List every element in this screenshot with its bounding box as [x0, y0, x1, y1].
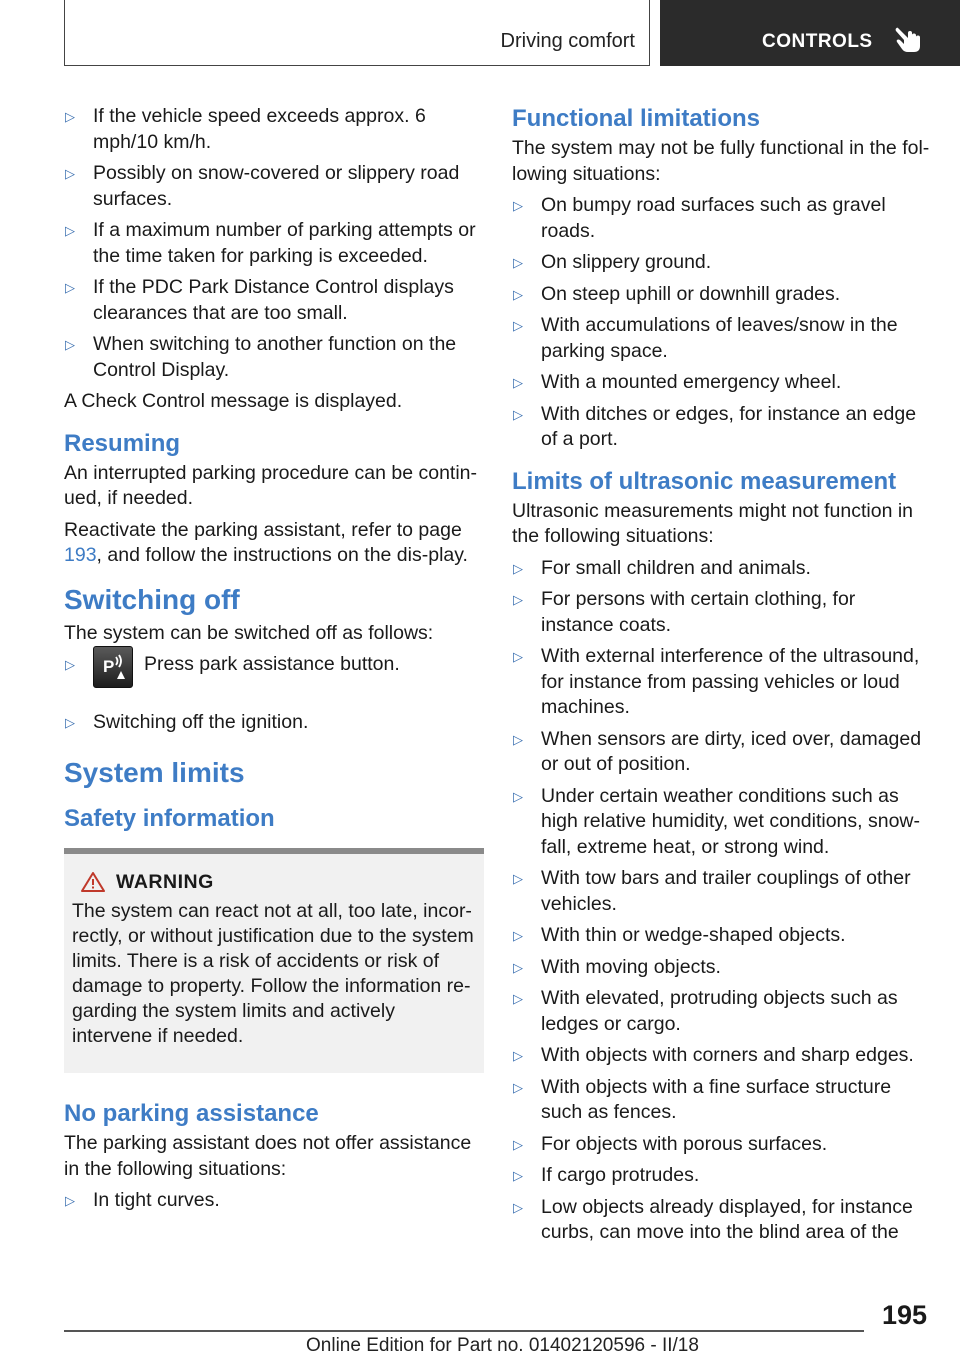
list-item-text: If the PDC Park Distance Control displays clearances that are too small. [93, 276, 454, 324]
list-item-text: Low objects already displayed, for instance curbs, can move into the blind area of the [541, 1195, 913, 1243]
list-item [512, 644, 930, 721]
warning-box [64, 848, 484, 1074]
no-parking-assistance-heading: No parking assistance [64, 1100, 319, 1127]
functional-limitations-list [512, 193, 930, 453]
triangle-bullet-icon: ▷ [513, 592, 523, 607]
triangle-bullet-icon: ▷ [65, 223, 75, 238]
triangle-bullet-icon: ▷ [513, 286, 523, 302]
triangle-bullet-icon: ▷ [65, 109, 75, 124]
triangle-bullet-icon: ▷ [65, 1193, 75, 1208]
list-item-text: With objects with corners and sharp edges. [541, 1044, 914, 1066]
ultrasonic-limits-list [512, 556, 930, 1246]
triangle-bullet-icon: ▷ [513, 928, 523, 943]
list-item-text: With elevated, protruding objects such as ledges or cargo. [541, 987, 898, 1035]
exit-conditions-list [64, 104, 484, 383]
list-item-text: On bumpy road surfaces such as gravel roads. [541, 194, 886, 242]
resuming-paragraph-1: An interrupted parking procedure can be contin‐ued, if needed. [64, 461, 478, 509]
list-item [512, 1075, 930, 1126]
list-item-text: For small children and animals. [541, 556, 811, 579]
list-item-text: Possibly on snow-covered or slippery road surfaces. [93, 162, 460, 210]
header-section-box [64, 0, 650, 66]
list-item [512, 1132, 930, 1158]
list-item-text: With thin or wedge-shaped objects. [541, 924, 846, 946]
triangle-bullet-icon: ▷ [513, 375, 523, 390]
park-assist-button-icon [93, 646, 133, 688]
edition-text: Online Edition for Part no. 01402120596 - II/18 [306, 1335, 699, 1356]
list-item [64, 275, 484, 326]
list-item [512, 986, 930, 1037]
list-item [512, 1043, 930, 1069]
page-number: 195 [882, 1300, 928, 1330]
list-item-text: Under certain weather conditions such as high relative humidity, wet conditions, snow‐fall, extreme heat, or strong wind. [541, 784, 920, 858]
ultrasonic-limits-intro: Ultrasonic measurements might not function in the following situations: [512, 499, 914, 547]
list-item [64, 1188, 484, 1214]
functional-limitations-heading: Functional limitations [512, 105, 761, 132]
switching-off-item-button [64, 652, 484, 704]
triangle-bullet-icon: ▷ [513, 255, 523, 270]
triangle-bullet-icon: ▷ [513, 731, 523, 747]
list-item [512, 556, 930, 582]
header-chapter-box [660, 0, 960, 66]
no-parking-intro: The parking assistant does not offer assistance in the following situations: [64, 1132, 472, 1180]
triangle-bullet-icon: ▷ [513, 406, 523, 422]
resuming-paragraph-2 [64, 518, 484, 569]
triangle-bullet-icon: ▷ [513, 318, 523, 333]
list-item-text: For objects with porous surfaces. [541, 1132, 828, 1155]
list-item [512, 1163, 930, 1189]
triangle-bullet-icon: ▷ [513, 991, 523, 1006]
list-item-text: With objects with a fine surface structure such as fences. [541, 1075, 892, 1123]
list-item [512, 923, 930, 949]
triangle-bullet-icon: ▷ [513, 1079, 523, 1095]
triangle-bullet-icon: ▷ [65, 337, 75, 352]
list-item [512, 370, 930, 396]
svg-text:P: P [103, 657, 115, 676]
right-column [512, 104, 930, 1252]
switching-off-heading: Switching off [64, 583, 240, 615]
list-item [512, 313, 930, 364]
triangle-bullet-icon: ▷ [65, 280, 75, 295]
list-item [64, 104, 484, 155]
switching-off-intro: The system can be switched off as follows: [64, 621, 434, 644]
warning-label: WARNING [116, 870, 214, 893]
list-item [64, 332, 484, 383]
list-item-text: If cargo protrudes. [541, 1164, 700, 1186]
list-item [512, 282, 930, 308]
triangle-bullet-icon: ▷ [513, 1199, 523, 1215]
triangle-bullet-icon: ▷ [513, 1048, 523, 1063]
list-item [512, 250, 930, 276]
list-item [512, 587, 930, 638]
list-item [512, 402, 930, 453]
triangle-bullet-icon: ▷ [65, 166, 75, 181]
warning-triangle-icon [80, 871, 106, 893]
page-link-193[interactable]: 193 [64, 544, 97, 566]
triangle-bullet-icon: ▷ [513, 1136, 523, 1152]
resuming-text-pre: Reactivate the parking assistant, refer to page [64, 518, 462, 541]
triangle-bullet-icon: ▷ [513, 871, 523, 886]
list-item [64, 161, 484, 212]
list-item-text: On slippery ground. [541, 251, 712, 273]
list-item [512, 866, 930, 917]
list-item-text: With accumulations of leaves/snow in the parking space. [541, 314, 898, 362]
tight-curves-text: In tight curves. [93, 1189, 220, 1211]
triangle-bullet-icon: ▷ [513, 649, 523, 664]
switching-off-ignition-text: Switching off the ignition. [93, 711, 309, 733]
list-item [512, 784, 930, 861]
triangle-bullet-icon: ▷ [65, 657, 75, 672]
list-item-text: With moving objects. [541, 955, 721, 978]
safety-information-heading: Safety information [64, 804, 275, 832]
list-item-text: For persons with certain clothing, for instance coats. [541, 588, 856, 636]
list-item-text: With a mounted emergency wheel. [541, 371, 842, 393]
list-item-text: With tow bars and trailer couplings of other vehicles. [541, 867, 911, 915]
list-item-text: When sensors are dirty, iced over, damaged or out of position. [541, 727, 922, 775]
footer-divider [64, 1330, 864, 1332]
list-item-text: With ditches or edges, for instance an edge of a port. [541, 402, 917, 450]
list-item [64, 710, 484, 736]
triangle-bullet-icon: ▷ [513, 198, 523, 213]
triangle-bullet-icon: ▷ [65, 715, 75, 730]
triangle-bullet-icon: ▷ [513, 788, 523, 804]
triangle-bullet-icon: ▷ [513, 560, 523, 576]
list-item-text: When switching to another function on the Control Display. [93, 333, 457, 381]
pointing-hand-icon [894, 24, 922, 54]
left-column [64, 104, 484, 1220]
press-button-text: Press park assistance button. [144, 653, 400, 675]
list-item [512, 1195, 930, 1246]
list-item-text: If the vehicle speed exceeds approx. 6 mph/10 km/h. [93, 105, 426, 153]
list-item [512, 727, 930, 778]
list-item [512, 955, 930, 981]
list-item [512, 193, 930, 244]
system-limits-heading: System limits [64, 756, 245, 788]
functional-limitations-intro: The system may not be fully functional in the fol‐lowing situations: [512, 137, 930, 185]
triangle-bullet-icon: ▷ [513, 1168, 523, 1183]
list-item [64, 218, 484, 269]
list-item-text: With external interference of the ultrasound, for instance from passing vehicles or loud machines. [541, 645, 920, 718]
check-control-text: A Check Control message is displayed. [64, 390, 403, 412]
section-title: Driving comfort [500, 30, 635, 52]
ultrasonic-limits-heading: Limits of ultrasonic measurement [512, 467, 897, 495]
warning-title [80, 870, 474, 896]
warning-text: The system can react not at all, too late, incor‐rectly, or without justification due to the system limits. There is a risk of accidents or risk of damage to property. Follow the information re‐garding the system limits and actively intervene if needed. [72, 900, 474, 1047]
list-item-text: On steep uphill or downhill grades. [541, 282, 841, 305]
resuming-heading: Resuming [64, 429, 181, 457]
resuming-text-post: , and follow the instructions on the dis‐play. [96, 544, 468, 566]
chapter-title: CONTROLS [762, 31, 873, 52]
triangle-bullet-icon: ▷ [513, 959, 523, 975]
list-item-text: If a maximum number of parking attempts or the time taken for parking is exceeded. [93, 219, 476, 267]
